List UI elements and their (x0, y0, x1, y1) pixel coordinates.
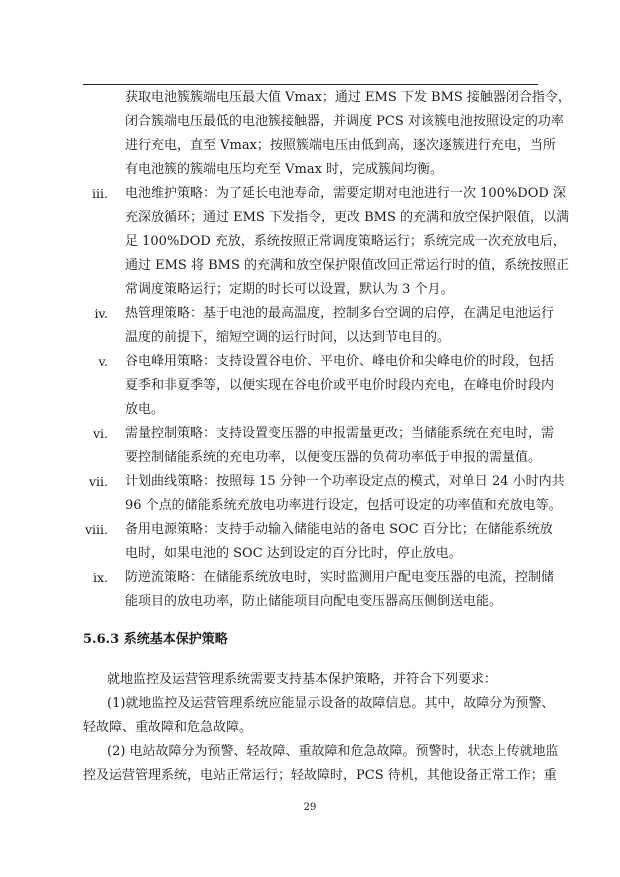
item-line: 计划曲线策略：按照每 15 分钟一个功率设定点的模式，对单日 24 小时内共 (125, 474, 565, 489)
intro-line: 有电池簇的簇端电压均充至 Vmax 时，完成簇间均衡。 (125, 162, 444, 177)
item-line: 常调度策略运行；定期的时长可以设置，默认为 3 个月。 (125, 282, 454, 297)
item-line: 谷电峰用策略：支持设置谷电价、平电价、峰电价和尖峰电价的时段，包括 (125, 354, 555, 369)
item-number: vi. (92, 426, 108, 441)
paragraph-line: 控及运营管理系统，电站正常运行；轻故障时，PCS 待机，其他设备正常工作；重 (83, 768, 557, 783)
page-number: 29 (303, 802, 317, 813)
item-line: 温度的前提下，缩短空调的运行时间，以达到节电目的。 (125, 330, 451, 345)
section-heading: 5.6.3 系统基本保护策略 (83, 632, 228, 647)
item-line: 热管理策略：基于电池的最高温度，控制多台空调的启停，在满足电池运行 (125, 306, 555, 321)
header-rule (83, 84, 538, 85)
paragraph-line: (1)就地监控及运营管理系统应能显示设备的故障信息。其中，故障分为预警、 (107, 696, 555, 711)
item-number: ix. (92, 570, 108, 585)
item-line: 通过 EMS 将 BMS 的充满和放空保护限值改回正常运行时的值，系统按照正 (125, 258, 570, 273)
item-line: 需量控制策略：支持设置变压器的申报需量更改；当储能系统在充电时，需 (125, 426, 555, 441)
paragraph-line: (2) 电站故障分为预警、轻故障、重故障和危急故障。预警时，状态上传就地监 (107, 744, 559, 759)
item-line: 96 个点的储能系统充放电功率进行设定，包括可设定的功率值和充放电等。 (125, 498, 562, 513)
item-line: 夏季和非夏季等，以便实现在谷电价或平电价时段内充电，在峰电价时段内 (125, 378, 555, 393)
item-line: 能项目的放电功率，防止储能项目向配电变压器高压侧倒送电能。 (125, 594, 503, 609)
item-number: viii. (84, 522, 108, 537)
item-line: 电池维护策略：为了延长电池寿命，需要定期对电池进行一次 100%DOD 深 (125, 186, 566, 201)
item-line: 要控制储能系统的充电功率，以便变压器的负荷功率低于申报的需量值。 (125, 450, 542, 465)
intro-line: 进行充电，直至 Vmax；按照簇端电压由低到高，逐次逐簇进行充电，当所 (125, 138, 556, 153)
paragraph-line: 就地监控及运营管理系统需要支持基本保护策略，并符合下列要求： (107, 672, 498, 687)
item-line: 备用电源策略：支持手动输入储能电站的备电 SOC 百分比；在储能系统放 (125, 522, 553, 537)
item-number: iii. (92, 186, 108, 201)
item-line: 充深放循环；通过 EMS 下发指令，更改 BMS 的充满和放空保护限值，以满 (125, 210, 570, 225)
paragraph-line: 轻故障、重故障和危急故障。 (83, 720, 253, 735)
intro-line: 闭合簇端电压最低的电池簇接触器，并调度 PCS 对该簇电池按照设定的功率 (125, 114, 564, 129)
item-line: 放电。 (125, 402, 165, 417)
item-line: 防逆流策略：在储能系统放电时，实时监测用户配电变压器的电流，控制储 (125, 570, 555, 585)
item-line: 足 100%DOD 充放，系统按照正常调度策略运行；系统完成一次充放电后， (125, 234, 566, 249)
item-number: iv. (94, 306, 108, 321)
intro-line: 获取电池簇簇端电压最大值 Vmax；通过 EMS 下发 BMS 接触器闭合指令， (125, 90, 571, 105)
item-number: vii. (88, 474, 108, 489)
item-number: v. (98, 354, 108, 369)
item-line: 电时，如果电池的 SOC 达到设定的百分比时，停止放电。 (125, 546, 462, 561)
